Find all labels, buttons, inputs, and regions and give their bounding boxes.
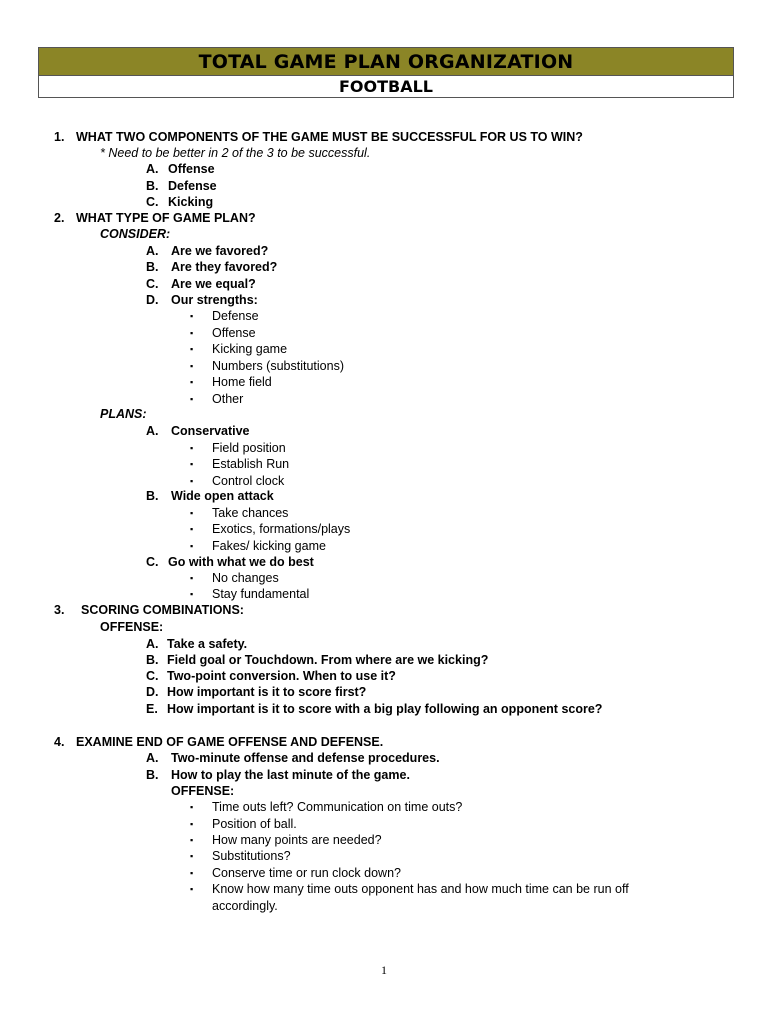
section-heading-text: WHAT TWO COMPONENTS OF THE GAME MUST BE SUCCESSFUL FOR US TO WIN? (76, 130, 583, 144)
list-item: A. Two-minute offense and defense procedures. (146, 751, 440, 765)
square-bullet-icon: ▪ (190, 377, 194, 387)
section-3-heading: 3. SCORING COMBINATIONS: (54, 603, 244, 617)
list-item: D. Our strengths: (146, 293, 258, 307)
list-item: B. How to play the last minute of the game. (146, 768, 410, 782)
document-subtitle: FOOTBALL (39, 76, 733, 97)
square-bullet-icon: ▪ (190, 573, 194, 583)
square-bullet-icon: ▪ (190, 884, 194, 894)
offense-label: OFFENSE: (100, 620, 164, 634)
list-item: A. Are we favored? (146, 244, 269, 258)
section-1-heading (54, 129, 583, 145)
list-item: B. Are they favored? (146, 260, 278, 274)
square-bullet-icon: ▪ (190, 541, 194, 551)
list-item: A. Offense (146, 162, 215, 176)
square-bullet-icon: ▪ (190, 328, 194, 338)
square-bullet-icon: ▪ (190, 802, 194, 812)
list-item: E. How important is it to score with a big play following an opponent score? (146, 702, 603, 716)
list-item: C. Go with what we do best (146, 555, 314, 569)
plans-label: PLANS: (100, 407, 147, 421)
list-item: C. Two-point conversion. When to use it? (146, 669, 396, 683)
title-box (38, 47, 734, 98)
square-bullet-icon: ▪ (190, 589, 194, 599)
square-bullet-icon: ▪ (190, 476, 194, 486)
section-2-heading: 2. WHAT TYPE OF GAME PLAN? (54, 211, 256, 225)
list-item: C. Kicking (146, 195, 214, 209)
offense-label: OFFENSE: (171, 784, 235, 798)
square-bullet-icon: ▪ (190, 868, 194, 878)
square-bullet-icon: ▪ (190, 524, 194, 534)
section-number: 1. (54, 130, 65, 144)
list-item: A. Conservative (146, 424, 250, 438)
page-number: 1 (381, 963, 387, 977)
section-4-heading: 4. EXAMINE END OF GAME OFFENSE AND DEFENSE. (54, 735, 384, 749)
bullet-continuation: accordingly. (212, 899, 278, 913)
section-1-note: * Need to be better in 2 of the 3 to be successful. (100, 146, 371, 160)
list-item: B. Wide open attack (146, 489, 274, 503)
square-bullet-icon: ▪ (190, 361, 194, 371)
square-bullet-icon: ▪ (190, 851, 194, 861)
square-bullet-icon: ▪ (190, 443, 194, 453)
list-item: A. Take a safety. (146, 637, 248, 651)
square-bullet-icon: ▪ (190, 344, 194, 354)
square-bullet-icon: ▪ (190, 835, 194, 845)
list-item: B. Defense (146, 179, 217, 193)
list-item: D. How important is it to score first? (146, 685, 367, 699)
square-bullet-icon: ▪ (190, 819, 194, 829)
list-item: C. Are we equal? (146, 277, 256, 291)
square-bullet-icon: ▪ (190, 508, 194, 518)
consider-label: CONSIDER: (100, 227, 171, 241)
square-bullet-icon: ▪ (190, 311, 194, 321)
square-bullet-icon: ▪ (190, 459, 194, 469)
square-bullet-icon: ▪ (190, 394, 194, 404)
list-item: B. Field goal or Touchdown. From where are we kicking? (146, 653, 489, 667)
document-title: TOTAL GAME PLAN ORGANIZATION (39, 48, 733, 76)
